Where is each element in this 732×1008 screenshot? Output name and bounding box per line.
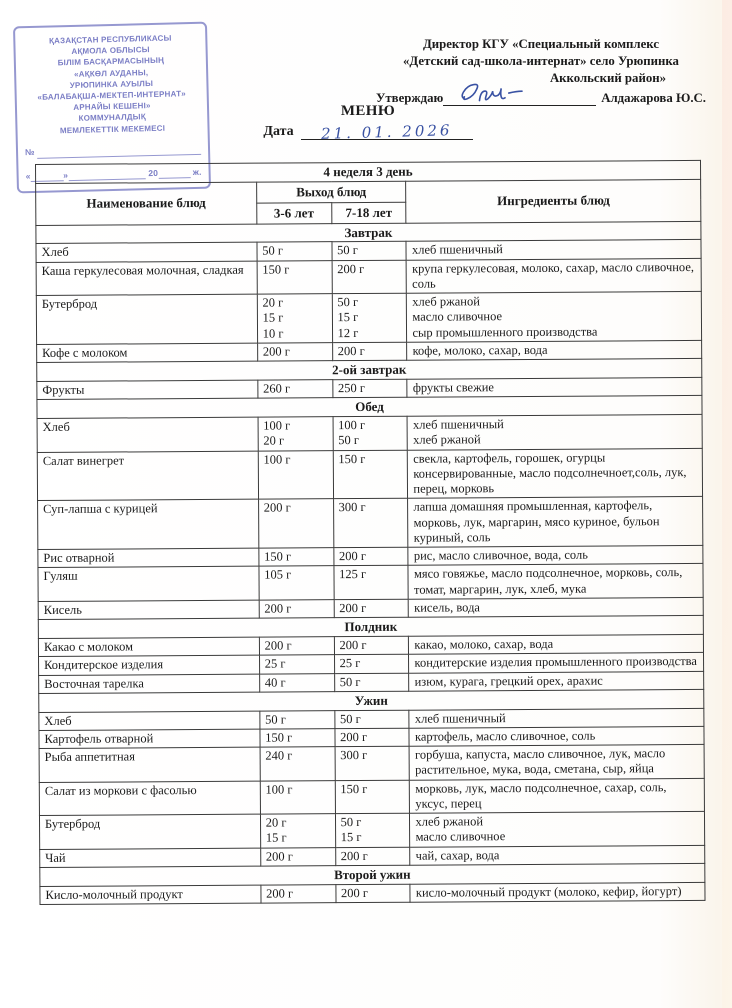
- stamp-line: КОММУНАЛДЫҚ: [78, 112, 146, 124]
- dish-name-cell: Восточная тарелка: [39, 674, 260, 694]
- menu-table-body: [36, 221, 705, 904]
- dish-name-cell: Суп-лапша с курицей: [38, 500, 259, 550]
- portion-3-6-cell: 240 г: [260, 747, 335, 781]
- portion-7-18-cell: 100 г 50 г: [333, 416, 408, 450]
- portion-3-6-cell: 50 г: [260, 710, 335, 729]
- approver-name: Алдажарова Ю.С.: [601, 91, 706, 106]
- menu-title: МЕНЮ: [340, 103, 396, 119]
- stamp-line: «БАЛАБАҚША-МЕКТЕП-ИНТЕРНАТ»: [37, 89, 187, 102]
- menu-row: [37, 448, 702, 501]
- stamp-line: МЕМЛЕКЕТТІК МЕКЕМЕСІ: [59, 123, 166, 135]
- col-header-ingredients: Ингредиенты блюд: [406, 179, 701, 223]
- dish-name-cell: Рыба аппетитная: [39, 747, 260, 782]
- dish-name-cell: Бутерброд: [39, 814, 260, 849]
- ingredients-cell: морковь, лук, масло подсолнечное, сахар, соль, уксус, перец: [410, 778, 705, 813]
- stamp-number-label: №: [24, 146, 35, 157]
- dish-name-cell: Кисло-молочный продукт: [40, 885, 261, 905]
- dish-name-cell: Хлеб: [37, 417, 258, 452]
- stamp-line: УРЮПИНКА АУЫЛЫ: [69, 78, 154, 90]
- ingredients-cell: горбуша, капуста, масло сливочное, лук, масло растительное, мука, вода, сметана, сыр, яйца: [409, 745, 704, 780]
- approval-line-2: «Детский сад-школа-интернат» село Урюпинка: [403, 54, 679, 69]
- date-underline: [301, 121, 473, 143]
- approval-block: [376, 36, 706, 107]
- portion-7-18-cell: 200 г: [335, 728, 410, 747]
- portion-7-18-cell: 25 г: [334, 654, 409, 673]
- portion-3-6-cell: 200 г: [260, 847, 335, 866]
- portion-3-6-cell: 105 г: [259, 566, 334, 600]
- ingredients-cell: лапша домашняя промышленная, картофель, морковь, лук, маргарин, мясо куриное, бульон куриный, соль: [408, 497, 703, 548]
- ingredients-cell: картофель, масло сливочное, соль: [409, 726, 704, 746]
- dish-name-cell: Какао с молоком: [38, 637, 259, 657]
- menu-row: [40, 882, 705, 904]
- title-block: [228, 103, 508, 143]
- portion-3-6-cell: 200 г: [261, 884, 336, 903]
- stamp-open-quote: «: [25, 170, 31, 181]
- dish-name-cell: Хлеб: [39, 711, 260, 731]
- ingredients-cell: свекла, картофель, горошек, огурцы консервированные, масло подсолнечноет,соль, лук, перец, морковь: [408, 448, 703, 499]
- header-row-1: [36, 179, 701, 204]
- section-title: 2-ой завтрак: [37, 359, 702, 382]
- approval-line-3: Аккольский район»: [549, 71, 666, 86]
- portion-7-18-cell: 300 г: [335, 746, 410, 780]
- dish-name-cell: Хлеб: [36, 243, 257, 263]
- dish-name-cell: Картофель отварной: [39, 729, 260, 749]
- col-header-age-7-18: 7-18 лет: [331, 202, 406, 223]
- portion-7-18-cell: 50 г 15 г 12 г: [332, 293, 407, 342]
- portion-7-18-cell: 50 г: [332, 242, 407, 261]
- ingredients-cell: кондитерские изделия промышленного производства: [409, 653, 704, 673]
- date-row: [228, 121, 508, 143]
- dish-name-cell: Рис отварной: [38, 548, 259, 568]
- ingredients-cell: кисель, вода: [409, 597, 704, 617]
- col-header-output: Выход блюд: [256, 181, 406, 203]
- stamp-line: АРНАЙЫ КЕШЕНІ»: [73, 101, 151, 113]
- ingredients-cell: изюм, курага, грецкий орех, арахис: [409, 671, 704, 691]
- stamp-line: АҚМОЛА ОБЛЫСЫ: [71, 45, 150, 57]
- portion-3-6-cell: 100 г 20 г: [258, 417, 333, 451]
- portion-3-6-cell: 20 г 15 г 10 г: [257, 294, 332, 343]
- menu-row: [39, 778, 704, 816]
- portion-3-6-cell: 150 г: [257, 260, 332, 294]
- dish-name-cell: Салат винегрет: [37, 451, 258, 501]
- dish-name-cell: Кисель: [38, 600, 259, 620]
- portion-7-18-cell: 200 г: [334, 599, 409, 618]
- portion-3-6-cell: 200 г: [258, 499, 333, 548]
- ingredients-cell: кисло-молочный продукт (молоко, кефир, йогурт): [410, 882, 705, 902]
- portion-3-6-cell: 200 г: [259, 637, 334, 656]
- section-title: Полдник: [38, 616, 703, 639]
- dish-name-cell: Чай: [40, 848, 261, 868]
- section-title: Обед: [37, 396, 702, 419]
- portion-7-18-cell: 200 г: [335, 847, 410, 866]
- menu-row: [39, 745, 704, 783]
- portion-7-18-cell: 50 г: [334, 673, 409, 692]
- portion-3-6-cell: 150 г: [259, 548, 334, 567]
- approve-label: Утверждаю: [376, 91, 444, 106]
- ingredients-cell: хлеб пшеничный: [406, 240, 701, 260]
- stamp-line: «АҚКӨЛ АУДАНЫ,: [73, 67, 149, 79]
- section-title: Завтрак: [36, 221, 701, 244]
- ingredients-cell: хлеб пшеничный: [409, 708, 704, 728]
- approval-line-1: Директор КГУ «Специальный комплекс: [422, 37, 660, 51]
- stamp-number-line: [25, 143, 201, 159]
- ingredients-cell: мясо говяжье, масло подсолнечное, морковь, соль, томат, маргарин, лук, хлеб, мука: [408, 564, 703, 599]
- portion-3-6-cell: 100 г: [258, 450, 333, 499]
- portion-7-18-cell: 50 г: [334, 710, 409, 729]
- stamp-year-prefix: 20: [148, 167, 159, 178]
- menu-row: [36, 292, 701, 345]
- dish-name-cell: Бутерброд: [36, 294, 257, 344]
- date-label: Дата: [263, 124, 294, 139]
- stamp-blank-line: [37, 144, 202, 158]
- portion-7-18-cell: 200 г: [335, 884, 410, 903]
- stamp-line: ҚАЗАҚСТАН РЕСПУБЛИКАСЫ: [48, 33, 172, 46]
- col-header-name: Наименование блюд: [36, 182, 257, 225]
- ingredients-cell: рис, масло сливочное, вода, соль: [408, 546, 703, 566]
- dish-name-cell: Кофе с молоком: [37, 343, 258, 363]
- portion-7-18-cell: 200 г: [332, 342, 407, 361]
- menu-row: [37, 415, 702, 453]
- ingredients-cell: фрукты свежие: [407, 377, 702, 397]
- ingredients-cell: чай, сахар, вода: [410, 845, 705, 865]
- ingredients-cell: какао, молоко, сахар, вода: [409, 634, 704, 654]
- ingredients-cell: кофе, молоко, сахар, вода: [407, 340, 702, 360]
- portion-7-18-cell: 150 г: [333, 450, 408, 499]
- week-day-header: 4 неделя 3 день: [36, 160, 701, 183]
- portion-3-6-cell: 40 г: [259, 673, 334, 692]
- portion-7-18-cell: 200 г: [332, 260, 407, 294]
- ingredients-cell: хлеб ржаной масло сливочное: [410, 812, 705, 847]
- stamp-line: БІЛІМ БАСҚАРМАСЫНЫҢ: [57, 56, 165, 68]
- menu-row: [36, 258, 701, 296]
- dish-name-cell: Салат из моркови с фасолью: [39, 781, 260, 816]
- portion-3-6-cell: 25 г: [259, 655, 334, 674]
- portion-3-6-cell: 200 г: [257, 343, 332, 362]
- ingredients-cell: хлеб ржаной масло сливочное сыр промышленного производства: [407, 292, 702, 343]
- col-header-age-3-6: 3-6 лет: [256, 202, 331, 223]
- portion-7-18-cell: 150 г: [335, 780, 410, 814]
- stamp-year-suffix: ж.: [192, 166, 202, 177]
- portion-3-6-cell: 150 г: [260, 729, 335, 748]
- portion-7-18-cell: 200 г: [333, 547, 408, 566]
- menu-row: [38, 564, 703, 602]
- portion-7-18-cell: 50 г 15 г: [335, 813, 410, 847]
- portion-3-6-cell: 100 г: [260, 780, 335, 814]
- portion-3-6-cell: 20 г 15 г: [260, 814, 335, 848]
- portion-3-6-cell: 50 г: [257, 242, 332, 261]
- portion-3-6-cell: 260 г: [257, 380, 332, 399]
- menu-row: [39, 812, 704, 850]
- section-title: Второй ужин: [40, 863, 705, 886]
- dish-name-cell: Фрукты: [37, 380, 258, 400]
- ingredients-cell: хлеб пшеничный хлеб ржаной: [407, 415, 702, 450]
- dish-name-cell: Гуляш: [38, 567, 259, 602]
- portion-7-18-cell: 300 г: [333, 499, 408, 548]
- dish-name-cell: Каша геркулесовая молочная, сладкая: [36, 261, 257, 296]
- dish-name-cell: Кондитерское изделия: [39, 655, 260, 675]
- ingredients-cell: крупа геркулесовая, молоко, сахар, масло сливочное, соль: [407, 258, 702, 293]
- date-value: 21. 01. 2026: [320, 121, 453, 143]
- portion-7-18-cell: 200 г: [334, 636, 409, 655]
- menu-row: [38, 497, 703, 550]
- stamp-close-quote: »: [63, 169, 69, 180]
- portion-3-6-cell: 200 г: [259, 600, 334, 619]
- section-title: Ужин: [39, 689, 704, 712]
- menu-table: [35, 160, 706, 905]
- portion-7-18-cell: 250 г: [332, 379, 407, 398]
- portion-7-18-cell: 125 г: [334, 566, 409, 600]
